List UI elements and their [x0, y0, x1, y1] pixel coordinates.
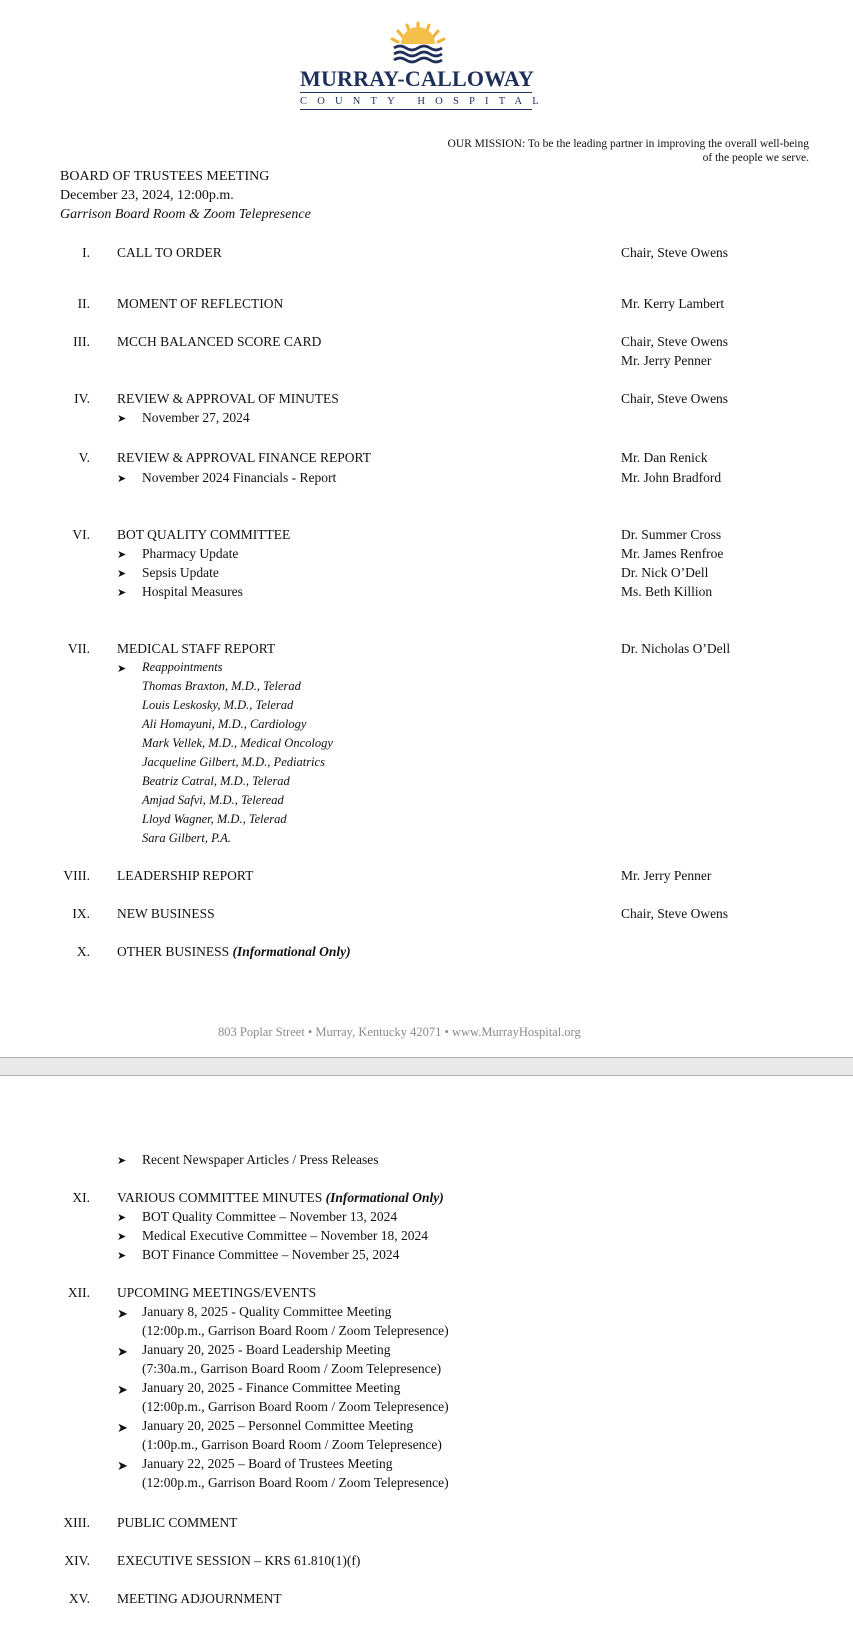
mission-line-2: of the people we serve.	[702, 152, 809, 164]
item-number-v: V.	[78, 450, 90, 465]
event-4-details: (1:00p.m., Garrison Board Room / Zoom Telepresence)	[142, 1437, 442, 1452]
item-number-ii: II.	[77, 296, 90, 311]
event-2-title: January 20, 2025 - Board Leadership Meeting	[142, 1342, 391, 1357]
item-title-xi-text: VARIOUS COMMITTEE MINUTES	[117, 1190, 323, 1205]
reappointment-name: Mark Vellek, M.D., Medical Oncology	[142, 736, 333, 750]
item-sub-xi-2: Medical Executive Committee – November 18, 2024	[142, 1228, 429, 1243]
reappointment-name: Amjad Safvi, M.D., Teleread	[142, 793, 284, 807]
bullet-arrow-icon: ➤	[117, 1458, 128, 1473]
bullet-arrow-icon: ➤	[117, 1306, 128, 1321]
page-footer: 803 Poplar Street • Murray, Kentucky 42071 • www.MurrayHospital.org	[218, 1025, 581, 1039]
item-presenter-ii: Mr. Kerry Lambert	[621, 296, 725, 311]
item-presenter-iii-2: Mr. Jerry Penner	[621, 353, 712, 368]
bullet-arrow-icon: ➤	[117, 587, 127, 599]
mission-line-1: OUR MISSION: To be the leading partner in improving the overall well-being	[447, 138, 809, 150]
item-presenter-viii: Mr. Jerry Penner	[621, 868, 712, 883]
meeting-title: BOARD OF TRUSTEES MEETING	[60, 169, 270, 184]
document-page-2	[0, 1075, 853, 1627]
item-number-iii: III.	[73, 334, 90, 349]
event-1-title: January 8, 2025 - Quality Committee Meeting	[142, 1304, 392, 1319]
item-number-xiii: XIII.	[63, 1515, 90, 1530]
item-title-x	[117, 944, 351, 960]
item-presenter-vi-3: Dr. Nick O’Dell	[621, 565, 709, 580]
event-5-title: January 22, 2025 – Board of Trustees Meeting	[142, 1456, 393, 1471]
item-title-ii: MOMENT OF REFLECTION	[117, 296, 284, 311]
reappointment-name: Lloyd Wagner, M.D., Telerad	[142, 812, 287, 826]
meeting-datetime: December 23, 2024, 12:00p.m.	[60, 188, 234, 203]
item-presenter-v-2: Mr. John Bradford	[621, 470, 722, 485]
item-title-xv: MEETING ADJOURNMENT	[117, 1591, 282, 1606]
bullet-arrow-icon: ➤	[117, 413, 127, 425]
bullet-arrow-icon: ➤	[117, 549, 127, 561]
item-note-xi: (Informational Only)	[325, 1190, 444, 1205]
item-sub-iv-1: November 27, 2024	[142, 410, 250, 425]
bullet-arrow-icon: ➤	[117, 1155, 127, 1167]
item-title-x-text: OTHER BUSINESS	[117, 944, 230, 959]
bullet-arrow-icon: ➤	[117, 1344, 128, 1359]
item-presenter-vi-2: Mr. James Renfroe	[621, 546, 724, 561]
sun-waves-logo-icon	[385, 20, 451, 66]
item-presenter-vi-4: Ms. Beth Killion	[621, 584, 713, 599]
item-presenter-i: Chair, Steve Owens	[621, 245, 729, 260]
event-3-title: January 20, 2025 - Finance Committee Meeting	[142, 1380, 401, 1395]
item-presenter-vii: Dr. Nicholas O’Dell	[621, 641, 731, 656]
bullet-arrow-icon: ➤	[117, 1212, 127, 1224]
item-number-iv: IV.	[74, 391, 90, 406]
item-title-vi: BOT QUALITY COMMITTEE	[117, 527, 291, 542]
item-presenter-iii-1: Chair, Steve Owens	[621, 334, 729, 349]
item-title-v: REVIEW & APPROVAL FINANCE REPORT	[117, 450, 371, 465]
event-5-details: (12:00p.m., Garrison Board Room / Zoom Telepresence)	[142, 1475, 449, 1490]
item-number-x: X.	[76, 944, 90, 959]
item-title-xii: UPCOMING MEETINGS/EVENTS	[117, 1285, 317, 1300]
item-sub-x-1: Recent Newspaper Articles / Press Releases	[142, 1152, 379, 1167]
item-title-i: CALL TO ORDER	[117, 245, 222, 260]
item-title-vii: MEDICAL STAFF REPORT	[117, 641, 276, 656]
item-title-iv: REVIEW & APPROVAL OF MINUTES	[117, 391, 339, 406]
bullet-arrow-icon: ➤	[117, 1382, 128, 1397]
logo-rule-bottom	[300, 109, 532, 110]
item-number-xii: XII.	[67, 1285, 90, 1300]
reappointment-name: Louis Leskosky, M.D., Telerad	[142, 698, 294, 712]
item-sub-v-1: November 2024 Financials - Report	[142, 470, 337, 485]
item-number-i: I.	[82, 245, 90, 260]
bullet-arrow-icon: ➤	[117, 1231, 127, 1243]
item-presenter-iv: Chair, Steve Owens	[621, 391, 729, 406]
reappointment-name: Jacqueline Gilbert, M.D., Pediatrics	[142, 755, 325, 769]
item-number-xv: XV.	[68, 1591, 90, 1606]
item-title-xiv: EXECUTIVE SESSION – KRS 61.810(1)(f)	[117, 1553, 361, 1568]
meeting-location: Garrison Board Room & Zoom Telepresence	[60, 207, 311, 222]
item-sub-vi-1: Pharmacy Update	[142, 546, 239, 561]
item-number-viii: VIII.	[63, 868, 90, 883]
item-sub-xi-3: BOT Finance Committee – November 25, 2024	[142, 1247, 400, 1262]
event-4-title: January 20, 2025 – Personnel Committee Meeting	[142, 1418, 414, 1433]
reappointment-name: Thomas Braxton, M.D., Telerad	[142, 679, 301, 693]
item-presenter-ix: Chair, Steve Owens	[621, 906, 729, 921]
bullet-arrow-icon: ➤	[117, 1250, 127, 1262]
item-number-xiv: XIV.	[64, 1553, 90, 1568]
item-presenter-vi-1: Dr. Summer Cross	[621, 527, 722, 542]
item-title-ix: NEW BUSINESS	[117, 906, 215, 921]
event-1-details: (12:00p.m., Garrison Board Room / Zoom Telepresence)	[142, 1323, 449, 1338]
bullet-arrow-icon: ➤	[117, 1420, 128, 1435]
item-presenter-v-1: Mr. Dan Renick	[621, 450, 708, 465]
item-sub-vi-3: Hospital Measures	[142, 584, 243, 599]
logo-subtitle: COUNTY HOSPITAL	[300, 96, 549, 107]
event-3-details: (12:00p.m., Garrison Board Room / Zoom Telepresence)	[142, 1399, 449, 1414]
item-number-xi: XI.	[72, 1190, 90, 1205]
bullet-arrow-icon: ➤	[117, 473, 127, 485]
item-title-iii: MCCH BALANCED SCORE CARD	[117, 334, 322, 349]
reappointment-name: Ali Homayuni, M.D., Cardiology	[142, 717, 307, 731]
item-number-vi: VI.	[72, 527, 90, 542]
logo-rule-top	[300, 92, 532, 93]
bullet-arrow-icon: ➤	[117, 568, 127, 580]
item-number-ix: IX.	[72, 906, 90, 921]
item-title-xi	[117, 1190, 444, 1206]
bullet-arrow-icon: ➤	[117, 663, 127, 675]
item-title-viii: LEADERSHIP REPORT	[117, 868, 254, 883]
item-number-vii: VII.	[67, 641, 90, 656]
item-note-x: (Informational Only)	[232, 944, 351, 959]
event-2-details: (7:30a.m., Garrison Board Room / Zoom Telepresence)	[142, 1361, 442, 1376]
item-sub-vii-1: Reappointments	[142, 660, 223, 674]
item-title-xiii: PUBLIC COMMENT	[117, 1515, 238, 1530]
logo-name: MURRAY-CALLOWAY	[300, 66, 535, 91]
item-sub-xi-1: BOT Quality Committee – November 13, 2024	[142, 1209, 398, 1224]
item-sub-vi-2: Sepsis Update	[142, 565, 219, 580]
reappointment-name: Sara Gilbert, P.A.	[142, 831, 232, 845]
reappointment-name: Beatriz Catral, M.D., Telerad	[142, 774, 290, 788]
